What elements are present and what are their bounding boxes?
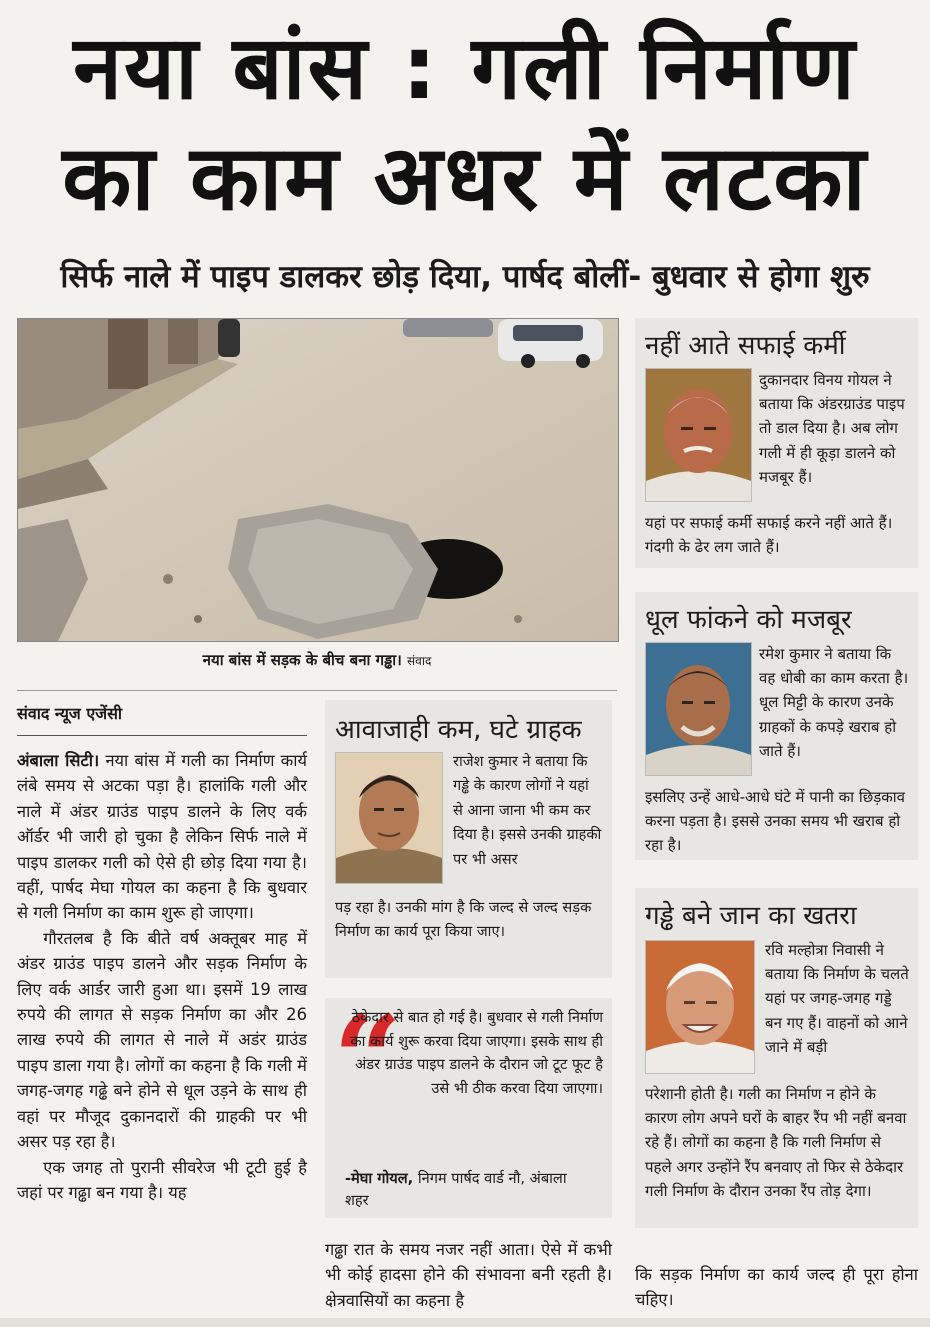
- quote-mark-icon: “: [333, 989, 403, 1130]
- page-bottom-edge: [0, 1318, 930, 1327]
- agency-credit: संवाद न्यूज एजेंसी: [17, 704, 123, 723]
- portrait-vinay-goyal: [645, 368, 752, 502]
- article-column-1: [17, 748, 307, 1205]
- box-gaddhe-text-bottom: परेशानी होती है। गली का निर्माण न होने के कारण लोग अपने घरों के बाहर रैंप भी नहीं बनवा रहे हैं। लोगों का कहना है कि गली निर्माण से पहले अगर उन्होंने रैंप बनवाए तो फिर से ठेकेदार गली निर्माण के दौरान उनका रैंप तोड़ देगा।: [645, 1085, 907, 1200]
- box-dhool: [635, 592, 918, 860]
- portrait-illustration: [646, 369, 751, 501]
- article-para-3-col3: कि सड़क निर्माण का कार्य जल्द ही पूरा होना चहिए।: [635, 1265, 918, 1310]
- article-column-2: [325, 1237, 612, 1313]
- box-dhool-title: धूल फांकने को मजबूर: [645, 605, 852, 635]
- box-gaddhe: [635, 888, 918, 1228]
- portrait-ravi-malhotra: [645, 940, 755, 1074]
- box-dhool-text-bottom: इसलिए उन्हें आधे-आधे घंटे में पानी का छिड़काव करना पड़ता है। इससे उनका समय भी खराब हो रहा है।: [645, 788, 906, 855]
- portrait-illustration: [646, 643, 751, 775]
- photo-caption: [17, 650, 617, 670]
- portrait-rajesh-kumar: [335, 752, 443, 884]
- quote-body: ठेकेदार से बात हो गई है। बुधवार से गली निर्माण का कार्य शुरू करवा दिया जाएगा। इसके साथ ही अंडर ग्राउंड पाइप डालने के दौरान जो टूट फूट है उसे भी ठीक करवा दिया जाएगा।: [350, 1009, 603, 1097]
- box-aavajahi-text-side: राजेश कुमार ने बताया कि गड्ढे के कारण लोगों ने यहां से आना जाना भी कम कर दिया है। इससे उनकी ग्राहकी पर भी असर: [453, 753, 602, 868]
- box-safai: [635, 318, 918, 568]
- photo-caption-tag: संवाद: [407, 654, 432, 668]
- box-aavajahi-title: आवाजाही कम, घटे ग्राहक: [335, 715, 582, 745]
- divider: [17, 690, 617, 691]
- dateline: अंबाला सिटी।: [17, 751, 100, 770]
- box-aavajahi-text-bottom: पड़ रहा है। उनकी मांग है कि जल्द से जल्द सड़क निर्माण का कार्य पूरा किया जाए।: [335, 899, 592, 941]
- article-para-1: नया बांस में गली का निर्माण कार्य लंबे समय से अटका पड़ा है। हालांकि गली और नाले में अंडर ग्राउंड पाइप डालने के लिए वर्क ऑर्डर भी जारी हो चुका है लेकिन सिर्फ नाले में पाइप डालकर गली को ऐसे ही छोड़ दिया गया है। वहीं, पार्षद मेघा गोयल का कहना है कि बुधवार से गली निर्माण का काम शुरू हो जाएगा।: [17, 751, 307, 923]
- quote-attribution: [345, 1168, 585, 1212]
- box-quote: [325, 989, 612, 1218]
- box-safai-title: नहीं आते सफाई कर्मी: [645, 331, 846, 361]
- photo-caption-text: नया बांस में सड़क के बीच बना गड्ढा।: [202, 651, 402, 669]
- box-gaddhe-title: गड्ढे बने जान का खतरा: [645, 901, 857, 931]
- portrait-illustration: [336, 753, 442, 883]
- agency-divider: [17, 735, 307, 736]
- article-para-3-col1: एक जगह तो पुरानी सीवरेज भी टूटी हुई है जहां पर गढ्ढा बन गया है। यह: [17, 1157, 307, 1202]
- article-para-2: गौरतलब है कि बीते वर्ष अक्तूबर माह में अंडर ग्राउंड पाइप डालने और सड़क निर्माण के लिए वर्क आर्डर जारी हुआ था। इसमें 19 लाख रुपये की लागत से सड़क निर्माण का और 26 लाख रुपये की लागत से नाले में अडंर ग्राउंड पाइप डाला गया है। लोगों का कहना है कि गली में जगह-जगह गढ्ढे बने होने से धूल उड़ने के साथ ही वहां पर मौजूद दुकानदारों की ग्राहकी पर भी असर पड़ रहा है।: [17, 928, 307, 1152]
- article-column-3: [635, 1262, 918, 1313]
- headline-line-2: का काम अधर में लटका: [62, 126, 868, 231]
- quote-text: [345, 1006, 603, 1100]
- street-pothole-photo: [17, 318, 619, 642]
- article-para-3-col2: गढ्ढा रात के समय नजर नहीं आता। ऐसे में कभी भी कोई हादसा होने की संभावना बनी रहती है। क्षेत्रवासियों का कहना है: [325, 1240, 612, 1310]
- box-safai-text-bottom: यहां पर सफाई कर्मी सफाई करने नहीं आते हैं। गंदगी के ढेर लग जाते हैं।: [645, 514, 893, 557]
- quote-name: -मेघा गोयल,: [345, 1170, 414, 1187]
- subheadline: सिर्फ नाले में पाइप डालकर छोड़ दिया, पार्षद बोलीं- बुधवार से होगा शुरु: [60, 259, 870, 295]
- quote-designation: निगम पार्षद वार्ड नौ, अंबाला शहर: [345, 1170, 567, 1209]
- box-dhool-text-side: रमेश कुमार ने बताया कि वह धोबी का काम करता है। धूल मिट्टी के कारण उनके ग्राहकों के कपड़े खराब हो जाते हैं।: [759, 645, 909, 760]
- box-aavajahi: [325, 700, 612, 978]
- street-scene-illustration: [18, 319, 618, 641]
- box-gaddhe-text-side: रवि मल्होत्रा निवासी ने बताया कि निर्माण के चलते यहां पर जगह-जगह गड्डे बन गए हैं। वाहनों को आने जाने में बड़ी: [765, 941, 909, 1056]
- portrait-ramesh-kumar: [645, 642, 752, 776]
- box-safai-text-side: दुकानदार विनय गोयल ने बताया कि अंडरग्राउंड पाइप तो डाल दिया है। अब लोग गली में ही कूड़ा डालने को मजबूर हैं।: [759, 371, 905, 486]
- portrait-illustration: [646, 941, 754, 1073]
- headline-line-1: नया बांस : गली निर्माण: [73, 16, 857, 119]
